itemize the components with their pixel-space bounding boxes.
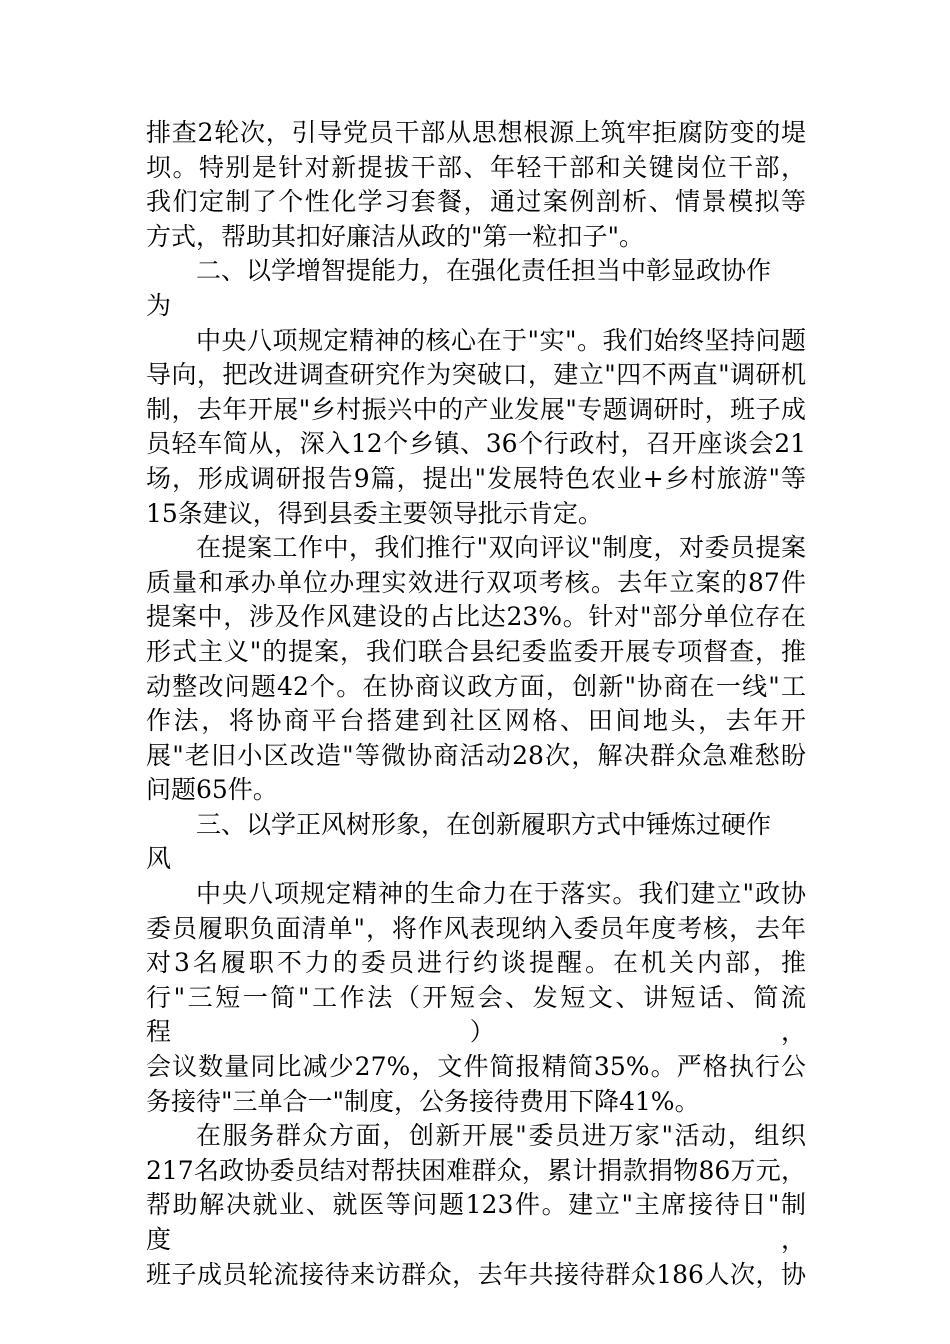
text-line: 提案中，涉及作风建设的占比达23%。针对"部分单位存在 [146,602,806,632]
text-line: 排查2轮次，引导党员干部从思想根源上筑牢拒腐防变的堤 [146,118,806,147]
paragraph-3 [146,531,806,808]
section-heading-2 [146,254,806,323]
text-line: 员轻车简从，深入12个乡镇、36个行政村，召开座谈会21 [146,429,806,459]
heading-line: 为 [146,290,172,320]
document-page [146,116,806,1292]
paragraph-2 [146,324,806,532]
text-line: 班子成员轮流接待来访群众，去年共接待群众186人次，协 [146,1259,806,1289]
text-line: 我们定制了个性化学习套餐，通过案例剖析、情景模拟等 [146,187,806,217]
text-line: 中央八项规定精神的生命力在于落实。我们建立"政协 [196,879,806,909]
heading-line: 风 [146,844,172,874]
text-line: 217名政协委员结对帮扶困难群众，累计捐款捐物86万元， [146,1155,806,1185]
text-line: 中央八项规定精神的核心在于"实"。我们始终坚持问题 [196,325,806,355]
text-line: 务接待"三单合一"制度，公务接待费用下降41%。 [146,1086,700,1116]
paragraph-4 [146,877,806,1119]
text-line: 动整改问题42个。在协商议政方面，创新"协商在一线"工 [146,671,806,701]
text-line: 制，去年开展"乡村振兴中的产业发展"专题调研时，班子成 [146,394,806,424]
text-line: 对3名履职不力的委员进行约谈提醒。在机关内部，推 [146,948,806,978]
text-line: 导向，把改进调查研究作为突破口，建立"四不两直"调研机 [146,360,806,390]
text-line: 展"老旧小区改造"等微协商活动28次，解决群众急难愁盼 [146,740,806,770]
text-line: 会议数量同比减少27%，文件简报精简35%。严格执行公 [146,1052,806,1082]
text-line: 方式，帮助其扣好廉洁从政的"第一粒扣子"。 [146,221,644,251]
paragraph-5 [146,1119,806,1292]
text-line: 在提案工作中，我们推行"双向评议"制度，对委员提案 [196,533,806,563]
text-line: 帮助解决就业、就医等问题123件。建立"主席接待日"制度， [146,1190,806,1254]
text-line: 场，形成调研报告9篇，提出"发展特色农业+乡村旅游"等 [146,463,806,493]
text-line: 形式主义"的提案，我们联合县纪委监委开展专项督查，推 [146,636,806,666]
paragraph-1 [146,116,806,254]
text-line: 行"三短一简"工作法（开短会、发短文、讲短话、简流程）， [146,982,806,1047]
section-heading-3 [146,808,806,877]
text-line: 坝。特别是针对新提拔干部、年轻干部和关键岗位干部， [146,152,806,182]
heading-line: 二、以学增智提能力，在强化责任担当中彰显政协作 [196,256,772,286]
text-line: 委员履职负面清单"，将作风表现纳入委员年度考核，去年 [146,913,806,943]
text-line: 在服务群众方面，创新开展"委员进万家"活动，组织 [196,1121,806,1151]
text-line: 15条建议，得到县委主要领导批示肯定。 [146,498,603,528]
heading-line: 三、以学正风树形象，在创新履职方式中锤炼过硬作 [196,809,772,839]
text-line: 质量和承办单位办理实效进行双项考核。去年立案的87件 [146,567,806,597]
text-line: 作法，将协商平台搭建到社区网格、田间地头，去年开 [146,706,806,736]
text-line: 问题65件。 [146,775,278,805]
